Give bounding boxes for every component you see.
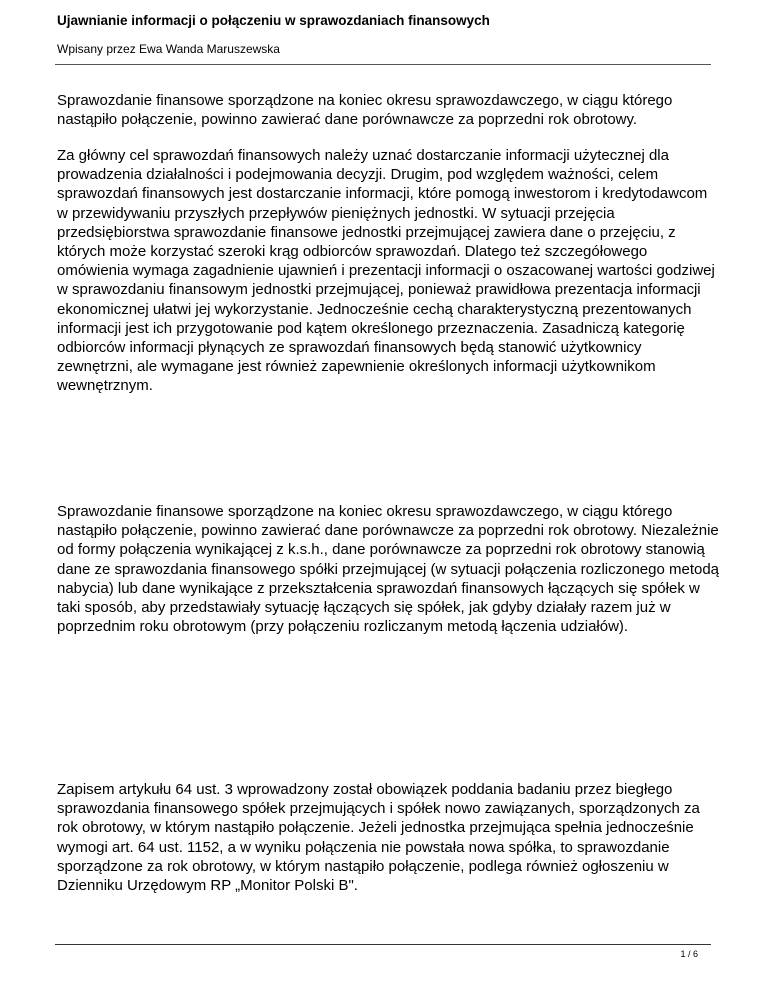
paragraph-1: Sprawozdanie finansowe sporządzone na koniec okresu sprawozdawczego, w ciągu którego nastąpiło połączenie, powinno zawierać dane porównawcze za poprzedni rok obrotowy. <box>57 92 673 129</box>
paragraph-4: Zapisem artykułu 64 ust. 3 wprowadzony został obowiązek poddania badaniu przez biegłego sprawozdania finansowego spółek przejmujących i spółek nowo zawiązanych, sporządzonych za rok obrotowy, w którym nastąpiło połączenie. Jeżeli jednostka przejmująca spełnia jednocześnie wymogi art. 64 ust. 1152, a w wyniku połączenia nie powstała nowa spółka, to sprawozdanie sporządzone za rok obrotowy, w którym nastąpiło połączenie, podlega również ogłoszeniu w Dzienniku Urzędowym RP „Monitor Polski B". <box>57 781 700 895</box>
paragraph-3: Sprawozdanie finansowe sporządzone na koniec okresu sprawozdawczego, w ciągu którego nastąpiło połączenie, powinno zawierać dane porównawcze za poprzedni rok obrotowy. Niezależnie od formy połączenia wynikającej z k.s.h., dane porównawcze za poprzedni rok obrotowy stanowią dane ze sprawozdania finansowego spółki przejmującej (w sytuacji połączenia rozliczonego metodą nabycia) lub dane wynikające z przekształcenia sprawozdań finansowych łączących się spółek w taki sposób, aby przedstawiały sytuację łączących się spółek, jak gdyby działały razem już w poprzednim roku obrotowym (przy połączeniu rozliczanym metodą łączenia udziałów). <box>57 503 720 636</box>
footer-divider <box>55 944 711 945</box>
document-title: Ujawnianie informacji o połączeniu w sprawozdaniach finansowych <box>57 13 490 28</box>
paragraph-2: Za główny cel sprawozdań finansowych należy uznać dostarczanie informacji użytecznej dla prowadzenia działalności i podejmowania decyzji. Drugim, pod względem ważności, celem sprawozdań finansowych jest dostarczanie informacji, które pomogą inwestorom i kredytodawcom w przewidywaniu przyszłych przepływów pieniężnych jednostki. W sytuacji przejęcia przedsiębiorstwa sprawozdanie finansowe jednostki przejmującej zawiera dane o przejęciu, z których może korzystać szeroki krąg odbiorców sprawozdań. Dlatego też szczegółowego omówienia wymaga zagadnienie ujawnień i prezentacji informacji o oszacowanej wartości godziwej w sprawozdaniu finansowym jednostki przejmującej, ponieważ prawidłowa prezentacja informacji ekonomicznej ułatwi jej wykorzystanie. Jednocześnie cechą charakterystyczną prezentowanych informacji jest ich przygotowanie pod kątem określonego przeznaczenia. Zasadniczą kategorię odbiorców informacji płynących ze sprawozdań finansowych będą stanowić użytkownicy zewnętrzni, ale wymagane jest również zapewnienie określonych informacji użytkownikom wewnętrznym. <box>57 147 715 395</box>
header-divider <box>55 64 711 65</box>
page-number: 1 / 6 <box>680 949 698 959</box>
author-line: Wpisany przez Ewa Wanda Maruszewska <box>57 42 280 56</box>
